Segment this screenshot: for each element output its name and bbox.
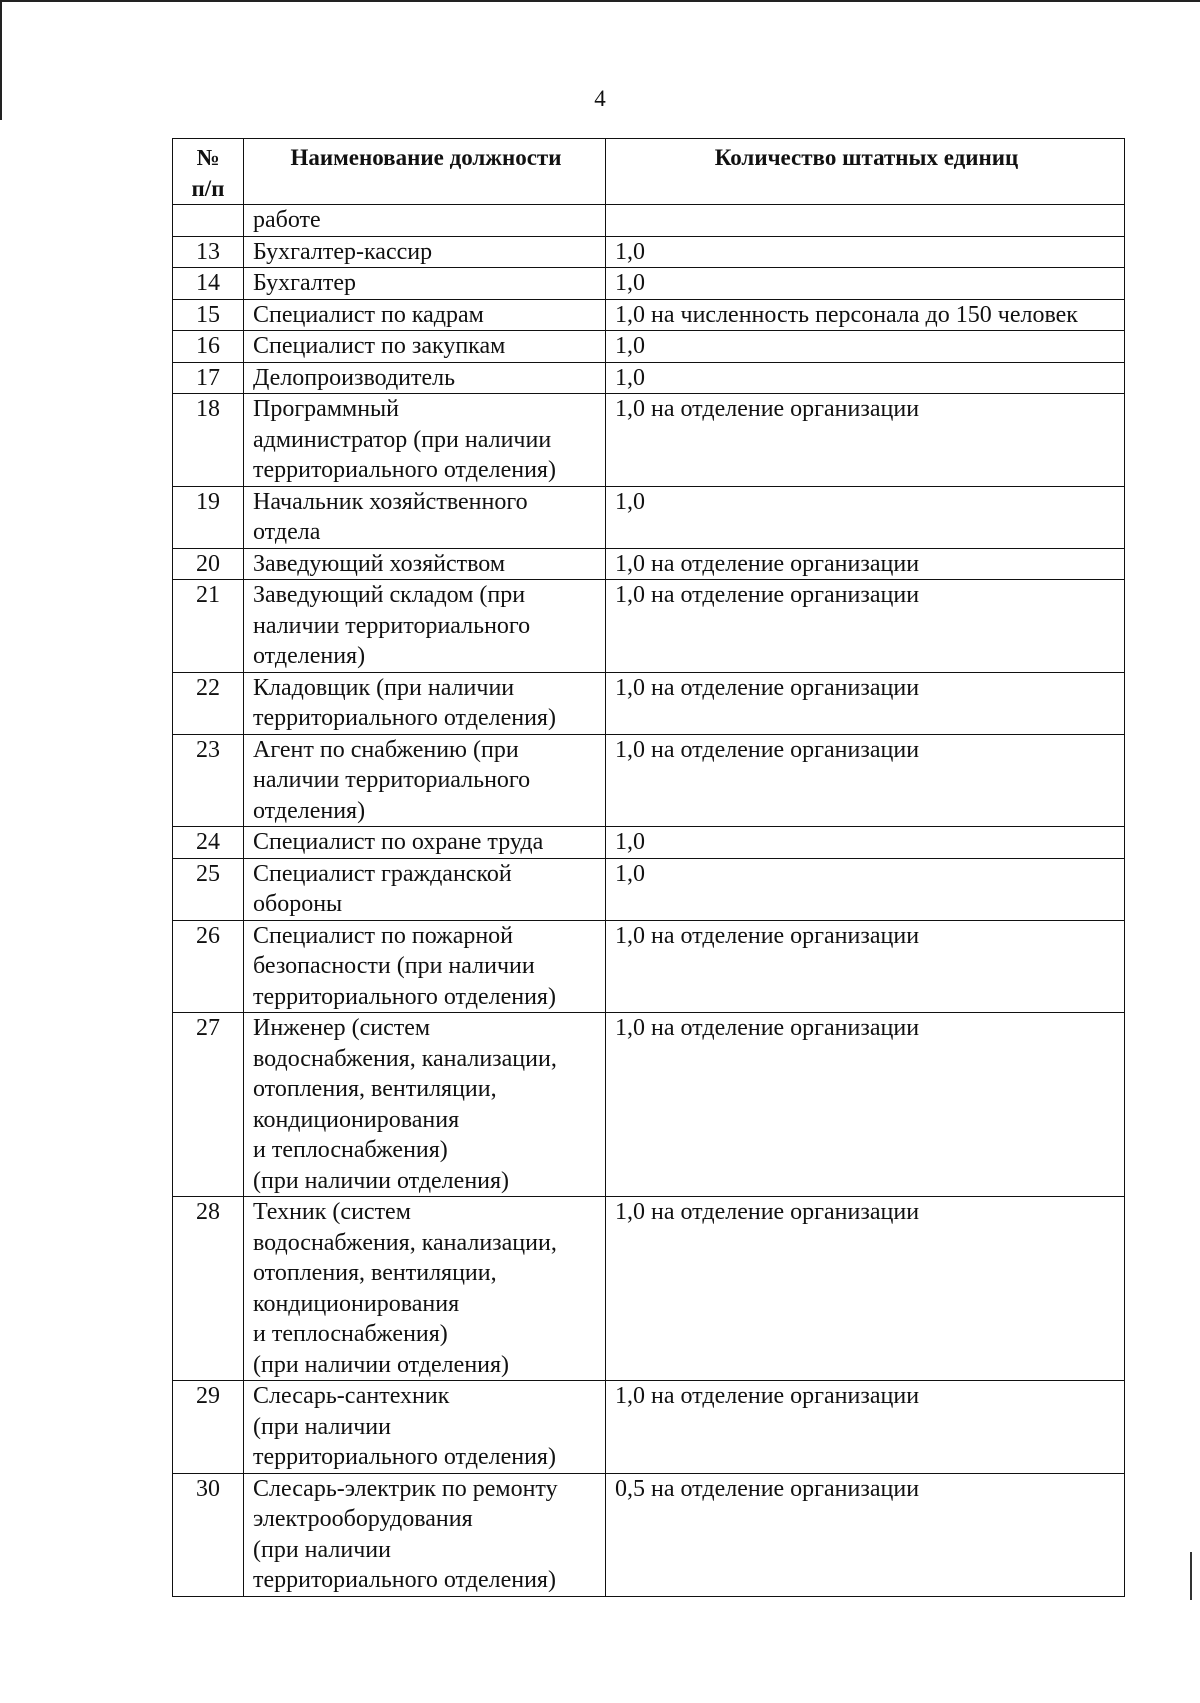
position-cell — [244, 268, 606, 300]
position-cell — [244, 205, 606, 237]
position-cell — [244, 920, 606, 1013]
quantity-cell: 1,0 — [606, 268, 1125, 300]
page-number: 4 — [594, 86, 606, 111]
table-row — [173, 1473, 1125, 1596]
quantity-cell: 1,0 на отделение организации — [606, 734, 1125, 827]
table-row — [173, 858, 1125, 920]
table-row — [173, 548, 1125, 580]
position-cell — [244, 827, 606, 859]
position-text: Бухгалтер-кассир — [253, 238, 433, 265]
scan-edge-right — [1190, 1552, 1192, 1600]
position-text: Заведующий складом (при наличии территориального отделения) — [253, 582, 531, 669]
position-text: Инженер (систем водоснабжения, канализации, отопления, вентиляции, кондиционирования и теплоснабжения) (при наличии отделения) — [253, 1015, 557, 1194]
quantity-cell: 1,0 на отделение организации — [606, 1197, 1125, 1381]
table-row — [173, 236, 1125, 268]
quantity-cell: 0,5 на отделение организации — [606, 1473, 1125, 1596]
header-number-text: № п/п — [191, 145, 225, 201]
row-number: 25 — [173, 858, 244, 920]
position-text: Кладовщик (при наличии территориального отделения) — [253, 674, 556, 731]
table-row — [173, 362, 1125, 394]
quantity-cell: 1,0 на отделение организации — [606, 1013, 1125, 1197]
table-row — [173, 734, 1125, 827]
row-number: 22 — [173, 672, 244, 734]
row-number — [173, 205, 244, 237]
quantity-cell: 1,0 на отделение организации — [606, 920, 1125, 1013]
row-number: 21 — [173, 580, 244, 673]
row-number: 20 — [173, 548, 244, 580]
row-number: 16 — [173, 331, 244, 363]
position-cell — [244, 1197, 606, 1381]
table-row — [173, 827, 1125, 859]
table-row — [173, 268, 1125, 300]
quantity-cell: 1,0 — [606, 486, 1125, 548]
quantity-cell: 1,0 — [606, 362, 1125, 394]
position-text: Делопроизводитель — [253, 364, 456, 391]
row-number: 28 — [173, 1197, 244, 1381]
row-number: 27 — [173, 1013, 244, 1197]
quantity-cell: 1,0 на отделение организации — [606, 394, 1125, 487]
row-number: 23 — [173, 734, 244, 827]
table-row — [173, 1197, 1125, 1381]
table-row — [173, 580, 1125, 673]
table-row — [173, 486, 1125, 548]
quantity-cell: 1,0 — [606, 236, 1125, 268]
quantity-cell: 1,0 на численность персонала до 150 человек — [606, 299, 1125, 331]
quantity-cell: 1,0 — [606, 331, 1125, 363]
row-number: 13 — [173, 236, 244, 268]
table-row — [173, 205, 1125, 237]
position-text: Бухгалтер — [253, 270, 357, 296]
table-row — [173, 331, 1125, 363]
quantity-cell — [606, 205, 1125, 237]
quantity-cell: 1,0 на отделение организации — [606, 1381, 1125, 1474]
position-cell — [244, 580, 606, 673]
row-number: 18 — [173, 394, 244, 487]
position-cell — [244, 858, 606, 920]
staff-table — [172, 138, 1125, 1597]
position-cell — [244, 362, 606, 394]
quantity-cell: 1,0 — [606, 827, 1125, 859]
header-quantity: Количество штатных единиц — [606, 139, 1125, 205]
position-cell — [244, 1013, 606, 1197]
table-row — [173, 394, 1125, 487]
position-cell — [244, 672, 606, 734]
table-row — [173, 299, 1125, 331]
row-number: 26 — [173, 920, 244, 1013]
quantity-cell: 1,0 на отделение организации — [606, 580, 1125, 673]
table-row — [173, 672, 1125, 734]
position-text: Специалист по закупкам — [253, 333, 506, 359]
table-row — [173, 920, 1125, 1013]
row-number: 29 — [173, 1381, 244, 1474]
row-number: 17 — [173, 362, 244, 394]
row-number: 24 — [173, 827, 244, 859]
header-number — [173, 139, 244, 205]
position-cell — [244, 486, 606, 548]
position-text: Техник (систем водоснабжения, канализации, отопления, вентиляции, кондиционирования и теплоснабжения) (при наличии отделения) — [253, 1199, 557, 1378]
position-text: Специалист гражданской обороны — [253, 860, 512, 917]
position-text: Слесарь-сантехник (при наличии территориального отделения) — [253, 1383, 556, 1470]
position-text: Специалист по охране труда — [253, 829, 544, 855]
position-text: Слесарь-электрик по ремонту электрооборудования (при наличии территориального отделения) — [253, 1475, 558, 1593]
quantity-cell: 1,0 на отделение организации — [606, 672, 1125, 734]
row-number: 19 — [173, 486, 244, 548]
position-text: Специалист по кадрам — [253, 301, 484, 328]
position-cell — [244, 331, 606, 363]
position-cell — [244, 299, 606, 331]
quantity-cell: 1,0 — [606, 858, 1125, 920]
position-text: работе — [253, 207, 321, 233]
position-cell — [244, 548, 606, 580]
row-number: 30 — [173, 1473, 244, 1596]
header-position: Наименование должности — [244, 139, 606, 205]
position-text: Агент по снабжению (при наличии территориального отделения) — [253, 736, 531, 824]
position-cell — [244, 394, 606, 487]
row-number: 15 — [173, 299, 244, 331]
position-cell — [244, 1381, 606, 1474]
position-cell — [244, 236, 606, 268]
position-text: Программный администратор (при наличии территориального отделения) — [253, 396, 556, 483]
table-row — [173, 1381, 1125, 1474]
scan-edge-top — [0, 0, 1200, 2]
position-text: Заведующий хозяйством — [253, 550, 505, 577]
table-row — [173, 1013, 1125, 1197]
quantity-cell: 1,0 на отделение организации — [606, 548, 1125, 580]
position-text: Начальник хозяйственного отдела — [253, 488, 528, 545]
position-text: Специалист по пожарной безопасности (при наличии территориального отделения) — [253, 922, 556, 1010]
table-header-row — [173, 139, 1125, 205]
position-cell — [244, 734, 606, 827]
position-cell — [244, 1473, 606, 1596]
row-number: 14 — [173, 268, 244, 300]
